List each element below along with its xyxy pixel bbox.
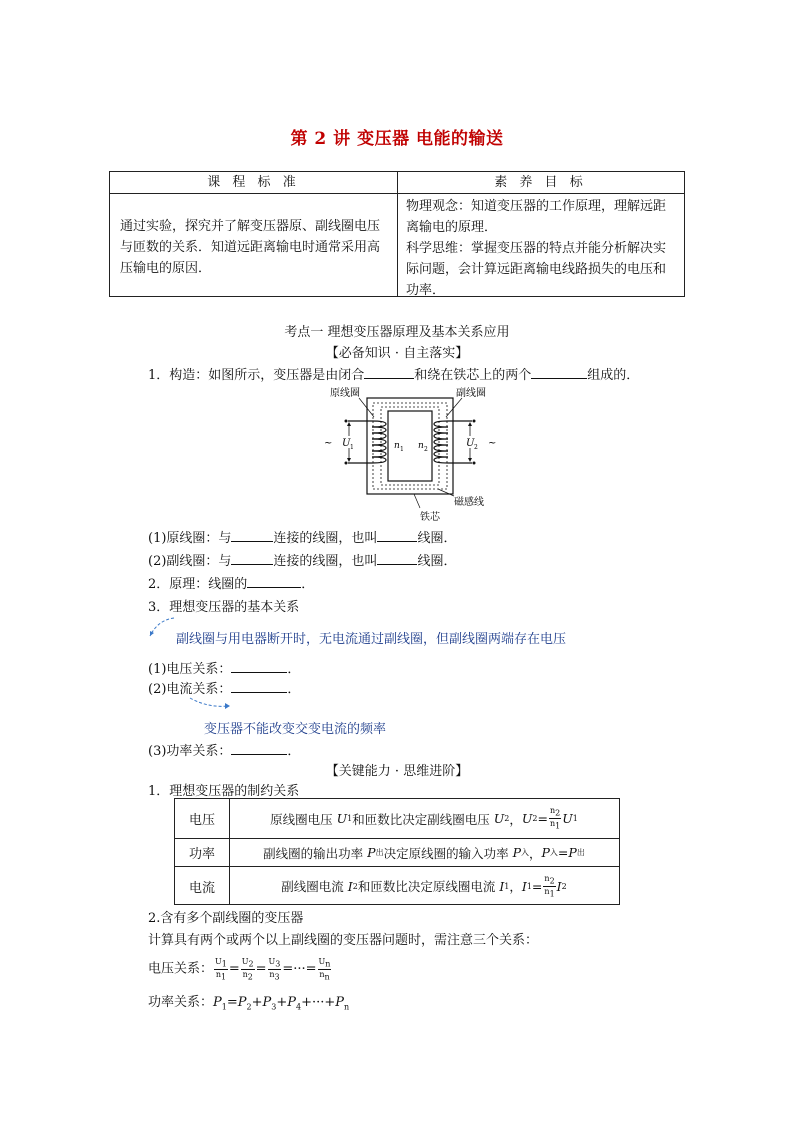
constraint-table [174, 798, 620, 905]
tilde-left: ~ [324, 438, 333, 449]
secondary-coil-line: (2)副线圈：与 连接的线圈，也叫 线圈． [148, 550, 456, 569]
blank-primary-name[interactable] [377, 527, 417, 542]
terminal-dot [345, 462, 348, 465]
blank-voltage[interactable] [231, 658, 287, 673]
terminal-dot [473, 462, 476, 465]
row-value: 副线圈电流 I 2 和匝数比决定原线圈电流 I 1 ， I 1 = $\frac{n_2}{n_1}$ I 2 [281, 873, 567, 899]
label-n2: n [418, 441, 424, 451]
section1-subheading: 【必备知识 · 自主落实】 [325, 346, 469, 361]
arrow-head [225, 703, 230, 709]
blank-current[interactable] [231, 678, 287, 693]
terminal-dot [345, 420, 348, 423]
primary-coil-line: (1)原线圈：与 连接的线圈，也叫 线圈． [148, 527, 456, 546]
label-flux: 磁感线 [454, 497, 484, 508]
arrow-head [347, 422, 351, 426]
table-row [175, 867, 619, 905]
voltage-formula-line: 电压关系： $\frac{U_1}{n_1}$ = $\frac{U_2}{n_2}$ = $\frac{U_3}{n_3}$ =···= $\frac{U_n}{n_n}$ [148, 957, 331, 982]
label-u1-sub: 1 [350, 444, 354, 451]
row-value: 原线圈电压 U 1 和匝数比决定副线圈电压 U 2 ， U 2 = $\frac{n_2}{n_1}$ U 1 [270, 806, 578, 831]
item1-structure: 1．构造：如图所示，变压器是由闭合 和绕在铁芯上的两个 组成的． [148, 364, 639, 383]
blank-primary-source[interactable] [231, 527, 273, 542]
terminal-dot [473, 420, 476, 423]
voltage-relation-line: (1)电压关系： ． [148, 658, 300, 677]
arrow-head [468, 458, 472, 462]
dashed-curve [190, 698, 228, 706]
multi-secondary-desc: 计算具有两个或两个以上副线圈的变压器问题时，需注意三个关系： [148, 933, 539, 948]
label-core: 铁芯 [420, 512, 440, 523]
power-relation-line: (3)功率关系： ． [148, 740, 300, 759]
label-n1: n [394, 441, 400, 451]
page-title: 第 2 讲 变压器 电能的输送 [290, 129, 504, 149]
note-arrow-2 [186, 694, 236, 714]
section1-heading: 考点一 理想变压器原理及基本关系应用 [284, 325, 510, 340]
table-row [175, 839, 619, 867]
basic-relations-heading: 3．理想变压器的基本关系 [148, 600, 300, 615]
multi-secondary-heading: 2.含有多个副线圈的变压器 [148, 911, 304, 926]
blank-power[interactable] [231, 740, 287, 755]
label-u2-sub: 2 [474, 444, 478, 451]
leader-core [414, 494, 420, 508]
note-secondary-open: 副线圈与用电器断开时，无电流通过副线圈，但副线圈两端存在电压 [176, 632, 567, 647]
constraint-heading: 1．理想变压器的制约关系 [148, 784, 300, 799]
current-relation-line: (2)电流关系： ． [148, 678, 300, 697]
power-formula-line: 功率关系：$P_1=P_2+P_3+P_4+\cdot\cdot\cdot+P_n$ [148, 995, 350, 1012]
course-standard-text: 通过实验，探究并了解变压器原、副线圈电压与匝数的关系．知道远距离输电时通常采用高压输电的原因． [120, 219, 381, 276]
blank-coils[interactable] [531, 364, 587, 379]
transformer-diagram [322, 384, 498, 524]
literacy-goal-1: 物理观念：知道变压器的工作原理，理解远距离输电的原理． [406, 199, 667, 235]
label-u2: U [466, 438, 475, 449]
principle-line: 2．原理：线圈的 ． [148, 573, 314, 592]
label-secondary: 副线圈 [456, 388, 486, 399]
literacy-goal-2: 科学思维：掌握变压器的特点并能分析解决实际问题，会计算远距离输电线路损失的电压和功率． [406, 241, 667, 298]
blank-principle[interactable] [247, 573, 301, 588]
arrow-head [468, 422, 472, 426]
blank-secondary-name[interactable] [377, 550, 417, 565]
blank-core[interactable] [364, 364, 414, 379]
label-n1-sub: 1 [400, 446, 404, 453]
standards-table [109, 171, 685, 297]
section2-subheading: 【关键能力 · 思维进阶】 [325, 764, 469, 779]
arrow-head [347, 458, 351, 462]
row-key: 电流 [175, 867, 230, 905]
note-arrow-1 [146, 614, 176, 640]
label-primary: 原线圈 [330, 388, 360, 399]
blank-secondary-load[interactable] [231, 550, 273, 565]
table-divider [397, 172, 398, 296]
note-frequency: 变压器不能改变交变电流的频率 [204, 722, 387, 737]
label-n2-sub: 2 [424, 446, 428, 453]
col1-header: 课 程 标 准 [110, 172, 397, 194]
col2-header: 素 养 目 标 [397, 172, 684, 194]
row-key: 电压 [175, 799, 230, 838]
row-value: 副线圈的输出功率 P 出 决定原线圈的输入功率 P 入 ， P 入 = P 出 [263, 845, 585, 861]
tilde-right: ~ [488, 438, 497, 449]
table-row [175, 799, 619, 839]
row-key: 功率 [175, 839, 230, 866]
label-u1: U [342, 438, 351, 449]
